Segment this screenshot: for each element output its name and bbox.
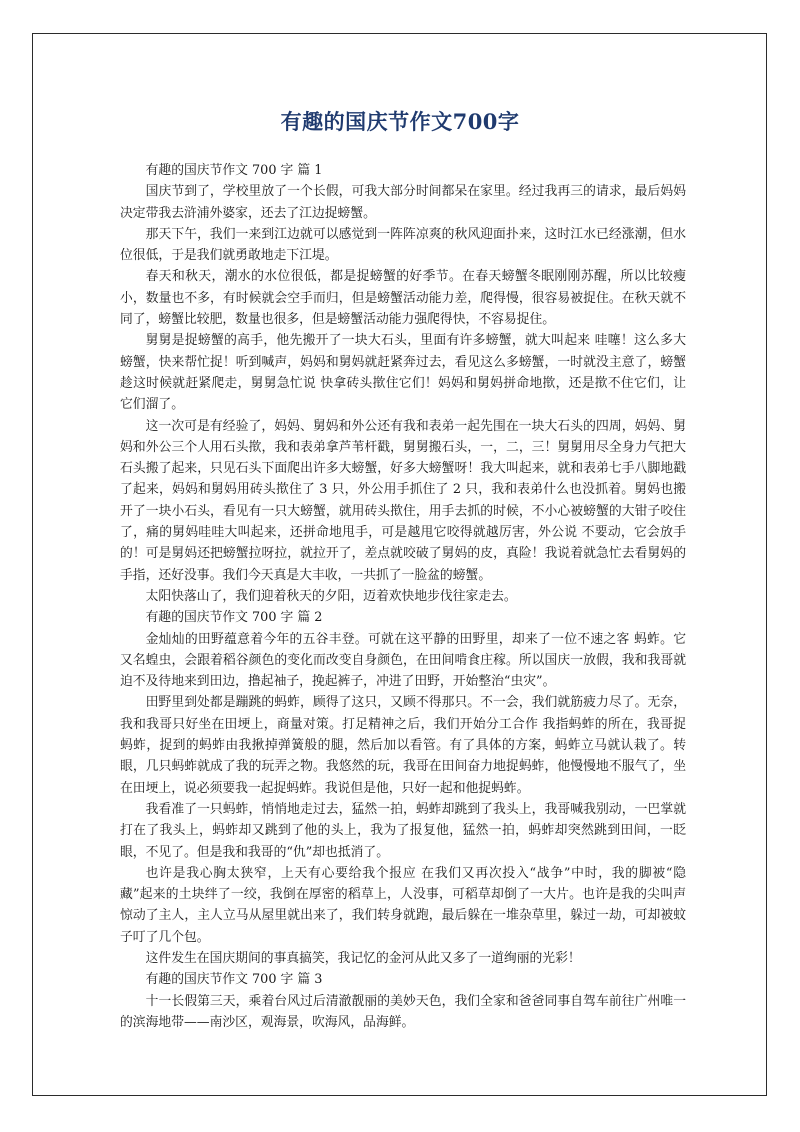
paragraph: 那天下午，我们一来到江边就可以感觉到一阵阵凉爽的秋风迎面扑来，这时江水已经涨潮，但水位很低，于是我们就勇敢地走下江堤。 xyxy=(120,226,686,264)
paragraph: 田野里到处都是蹦跳的蚂蚱，顾得了这只，又顾不得那只。不一会，我们就筋疲力尽了。无奈，我和我哥只好坐在田埂上，商量对策。打足精神之后，我们开始分工合作 我指蚂蚱的所在，我哥捉蚂蚱，捉到的蚂蚱由我揪掉弹簧般的腿，然后加以看管。有了具体的方案，蚂蚱立马就认栽了。转眼，几只蚂蚱就成了我的玩弄之物。我悠然的玩，我哥在田间奋力地捉蚂蚱，他慢慢地不服气了，坐在田埂上，说必须要我一起捉蚂蚱。我说但是他，只好一起和他捉蚂蚱。 xyxy=(120,695,686,796)
paragraph: 舅舅是捉螃蟹的高手，他先搬开了一块大石头，里面有许多螃蟹，就大叫起来 哇噻！这么多大螃蟹，快来帮忙捉！听到喊声，妈妈和舅妈就赶紧奔过去，看见这么多螃蟹，一时就没主意了，螃蟹趁这时候就赶紧爬走，舅舅急忙说 快拿砖头揿住它们！妈妈和舅妈拼命地揿，还是揿不住它们，让它们溜了。 xyxy=(120,333,686,413)
paragraph: 这件发生在国庆期间的事真搞笑，我记忆的金河从此又多了一道绚丽的光彩！ xyxy=(145,950,581,966)
section-heading-1: 有趣的国庆节作文 700 字 篇 1 xyxy=(145,163,323,178)
paragraph: 这一次可是有经验了，妈妈、舅妈和外公还有我和表弟一起先围在一块大石头的四周，妈妈、舅妈和外公三个人用石头揿，我和表弟拿芦苇杆戳，舅舅搬石头，一，二，三！舅舅用尽全身力气把大石头搬了起来，只见石头下面爬出许多大螃蟹，好多大螃蟹呀！我大叫起来，就和表弟七手八脚地戳了起来，妈妈和舅妈用砖头揿住了 3 只，外公用手抓住了 2 只，我和表弟什么也没抓着。舅妈也搬开了一块小石头，看见有一只大螃蟹，就用砖头揿住，用手去抓的时候，不小心被螃蟹的大钳子咬住了，痛的舅妈哇哇大叫起来，还拼命地甩手，可是越甩它咬得就越厉害，外公说 不要动，它会放手的！可是舅妈还把螃蟹拉呀拉，就拉开了，差点就咬破了舅妈的皮，真险！我说着就急忙去看舅妈的手指，还好没事。我们今天真是大丰收，一共抓了一脸盆的螃蟹。 xyxy=(120,418,686,583)
paragraph: 我看准了一只蚂蚱，悄悄地走过去，猛然一拍，蚂蚱却跳到了我头上，我哥喊我别动，一巴掌就打在了我头上，蚂蚱却又跳到了他的头上，我为了报复他，猛然一拍，蚂蚱却突然跳到田间，一眨眼，不见了。但是我和我哥的“仇”却也抵消了。 xyxy=(120,801,686,860)
section-heading-3: 有趣的国庆节作文 700 字 篇 3 xyxy=(145,972,323,988)
paragraph: 太阳快落山了，我们迎着秋天的夕阳，迈着欢快地步伐往家走去。 xyxy=(145,588,517,604)
document-title: 有趣的国庆节作文700字 xyxy=(280,109,520,134)
document-body xyxy=(120,160,686,1033)
paragraph: 金灿灿的田野蕴意着今年的五谷丰登。可就在这平静的田野里，却来了一位不速之客 蚂蚱。它又名蝗虫，会跟着稻谷颜色的变化而改变自身颜色，在田间啃食庄稼。所以国庆一放假，我和我哥就迫不及待地来到田边，撸起袖子，挽起裤子，冲进了田野，开始整治“虫灾”。 xyxy=(120,631,686,690)
paragraph: 十一长假第三天，乘着台风过后清澈靓丽的美妙天色，我们全家和爸爸同事自驾车前往广州唯一的滨海地带——南沙区，观海景，吹海风，品海鲜。 xyxy=(120,993,686,1030)
paragraph: 也许是我心胸太狭窄，上天有心要给我个报应 在我们又再次投入“战争”中时，我的脚被“隐藏”起来的土块绊了一绞，我倒在厚密的稻草上，人没事，可稻草却倒了一大片。也许是我的尖叫声惊动了主人，主人立马从屋里就出来了，我们转身就跑，最后躲在一堆杂草里，躲过一劫，可却被蚊子叮了几个包。 xyxy=(120,865,686,945)
section-heading-2: 有趣的国庆节作文 700 字 篇 2 xyxy=(145,610,323,626)
paragraph: 国庆节到了，学校里放了一个长假，可我大部分时间都呆在家里。经过我再三的请求，最后妈妈决定带我去浒浦外婆家，还去了江边捉螃蟹。 xyxy=(120,184,686,221)
paragraph: 春天和秋天，潮水的水位很低，都是捉螃蟹的好季节。在春天螃蟹冬眠刚刚苏醒，所以比较瘦小，数量也不多，有时候就会空手而归，但是螃蟹活动能力差，爬得慢，很容易被捉住。在秋天就不同了，螃蟹比较肥，数量也很多，但是螃蟹活动能力强爬得快，不容易捉住。 xyxy=(120,269,686,328)
